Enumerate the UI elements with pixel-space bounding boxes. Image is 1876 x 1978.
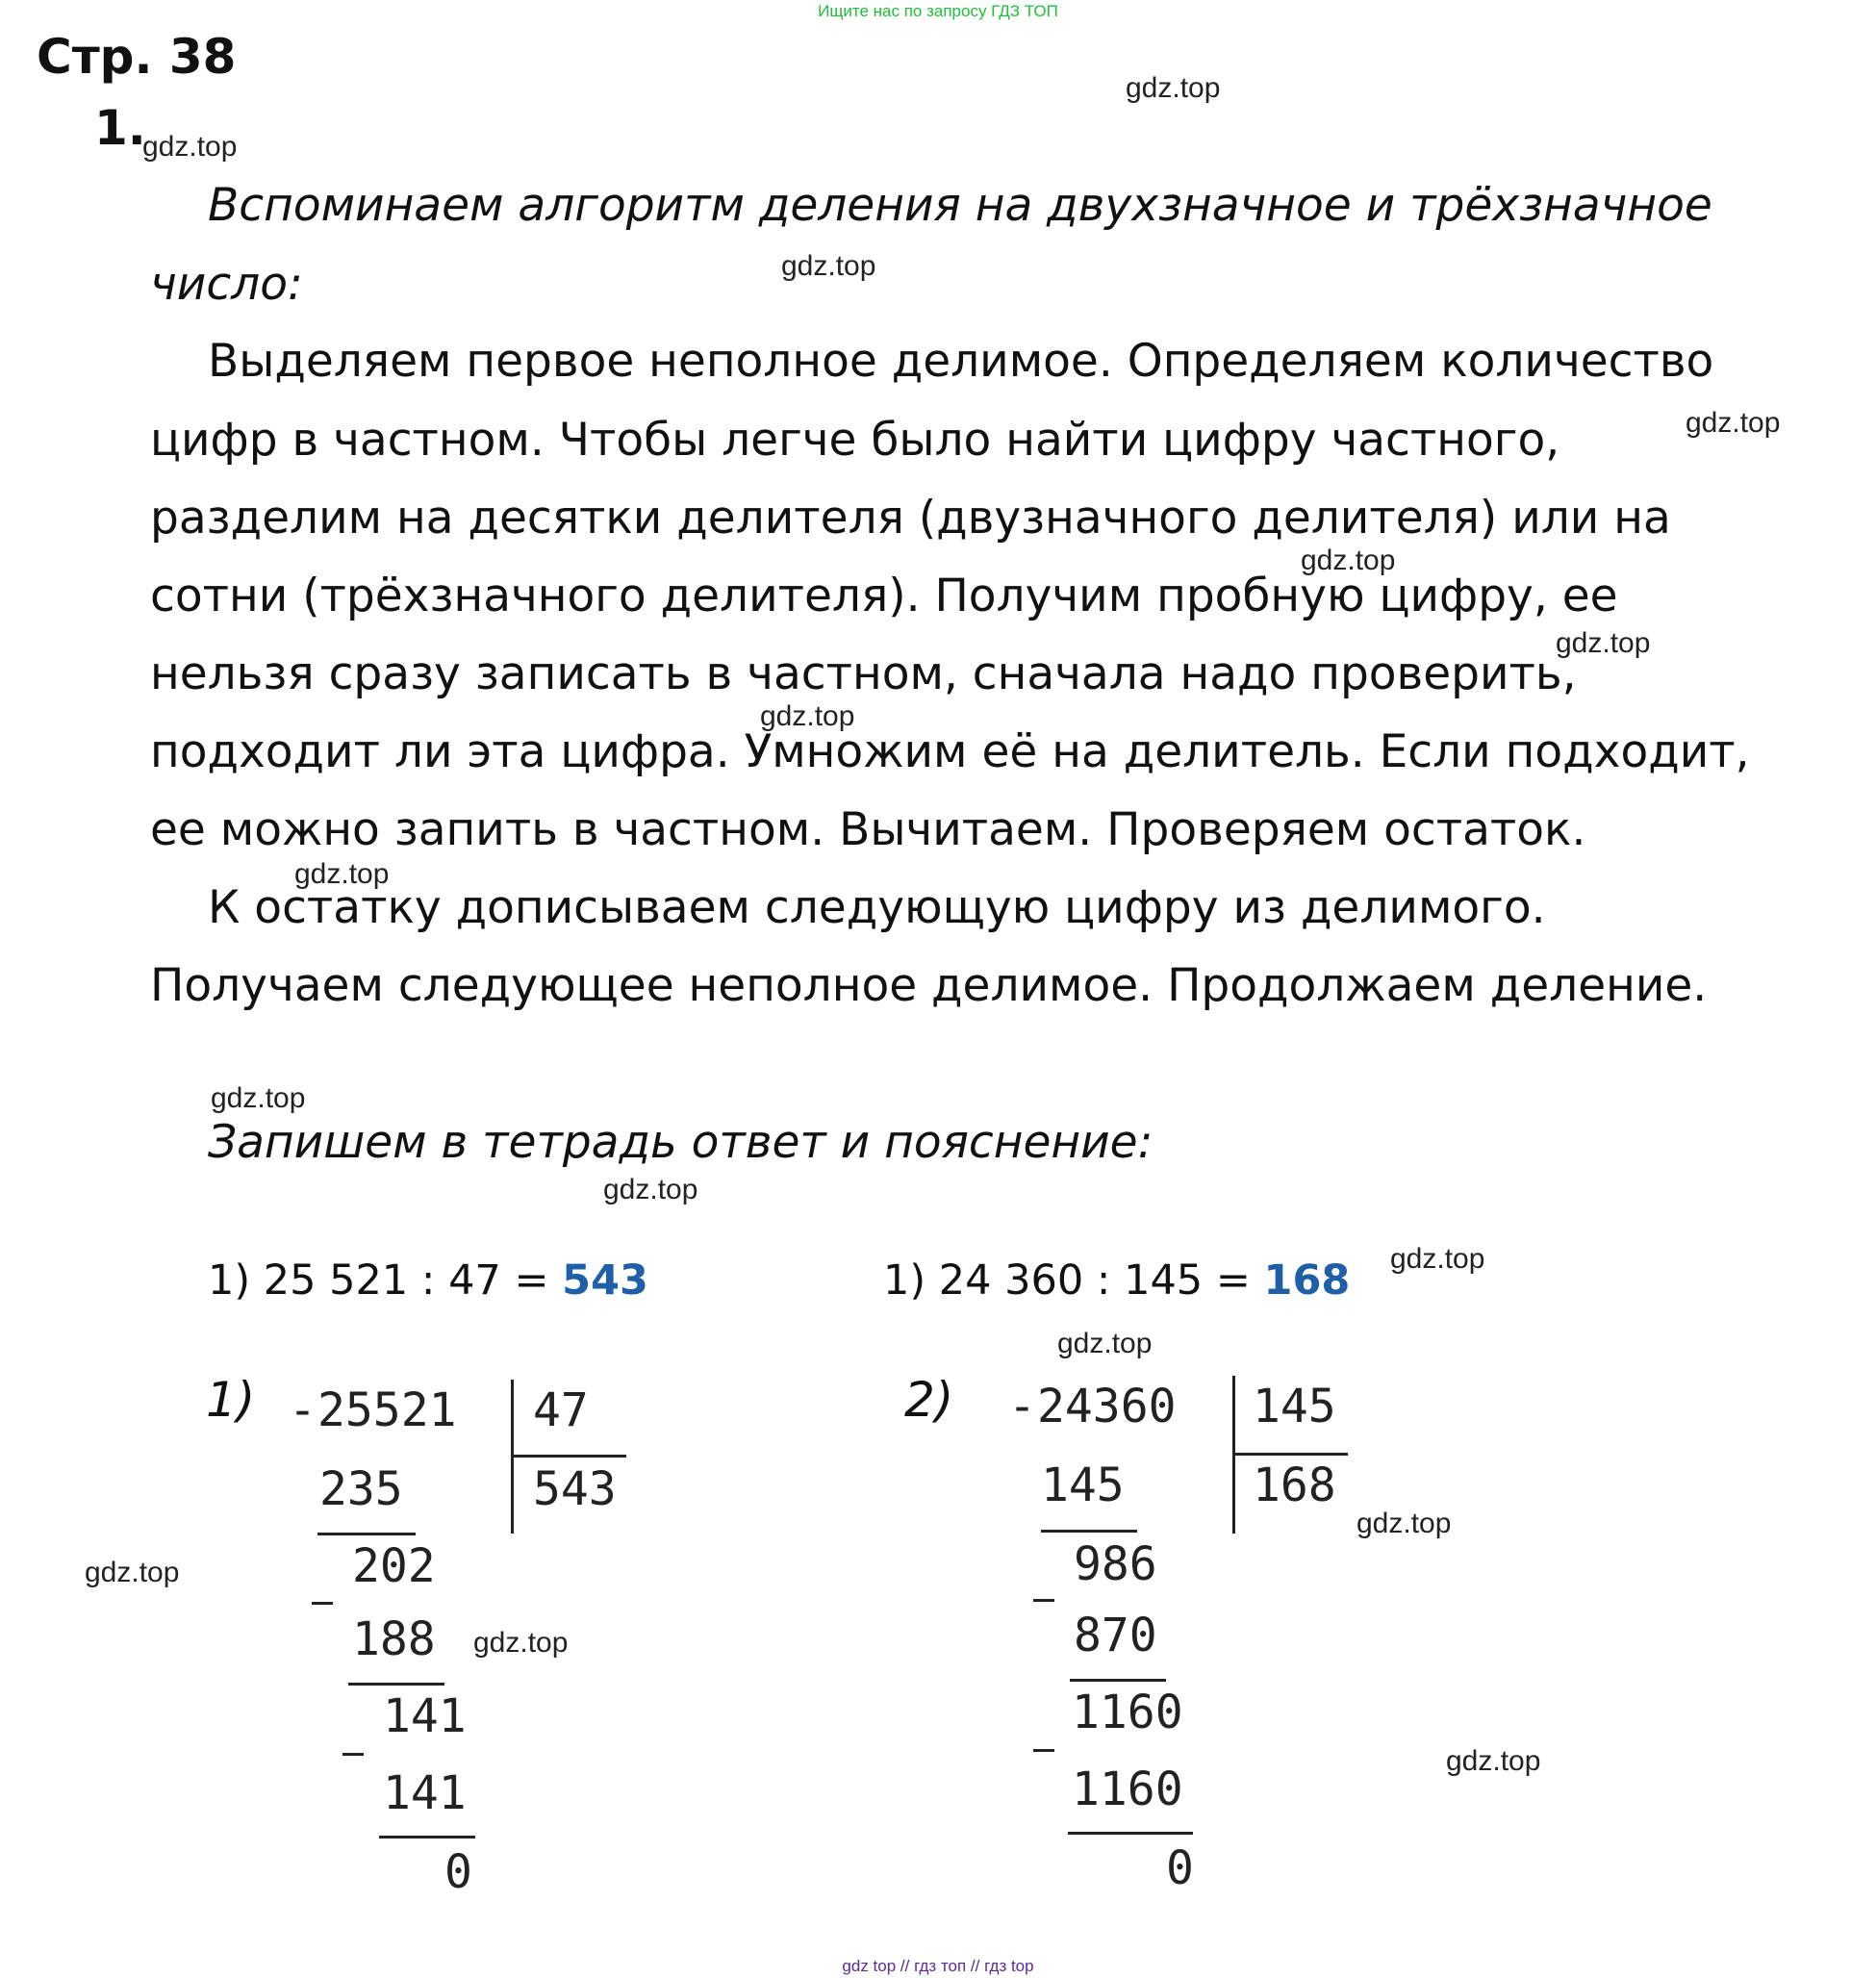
watermark: gdz.top — [473, 1627, 569, 1659]
body-line: сотни (трёхзначного делителя). Получим пробную цифру, ее — [150, 570, 1618, 622]
watermark: gdz.top — [294, 858, 390, 890]
body-line: нельзя сразу записать в частном, сначала надо проверить, — [150, 647, 1577, 700]
step-value: 1160 — [1072, 1762, 1183, 1816]
body-line: цифр в частном. Чтобы легче было найти цифру частного, — [150, 414, 1560, 467]
subtraction-line — [348, 1683, 444, 1686]
notebook-heading: Запишем в тетрадь ответ и пояснение: — [208, 1116, 1153, 1169]
subtraction-line — [1070, 1679, 1166, 1682]
body-line: подходит ли эта цифра. Умножим её на делитель. Если подходит, — [150, 725, 1750, 778]
minus-sign — [342, 1753, 364, 1756]
division-bracket-horizontal — [1232, 1453, 1348, 1456]
watermark: gdz.top — [781, 250, 876, 282]
step-value: 145 — [1041, 1458, 1125, 1512]
body-line: Получаем следующее неполное делимое. Продолжаем деление. — [150, 959, 1708, 1012]
subtraction-line — [1041, 1530, 1137, 1533]
division-label: 1) — [206, 1372, 256, 1428]
minus-sign — [1033, 1599, 1054, 1602]
step-value: 235 — [319, 1462, 403, 1516]
body-line: разделим на десятки делителя (двузначного делителя) или на — [150, 492, 1671, 545]
subtraction-line — [379, 1836, 475, 1839]
answer-value: 543 — [562, 1256, 648, 1305]
dividend: 24360 — [1037, 1380, 1177, 1433]
body-line: Выделяем первое неполное делимое. Определяем количество — [208, 335, 1714, 388]
remainder: 0 — [444, 1845, 472, 1899]
watermark: gdz.top — [1686, 407, 1781, 439]
remainder: 0 — [1166, 1841, 1194, 1895]
division-bracket-horizontal — [511, 1455, 626, 1458]
step-value: 870 — [1074, 1609, 1157, 1662]
watermark: gdz.top — [1446, 1745, 1541, 1777]
task-number: 1. — [94, 100, 146, 156]
minus-sign: - — [289, 1383, 317, 1437]
dividend: 25521 — [317, 1383, 457, 1437]
example-equation-1: 1) 25 521 : 47 = 543 — [208, 1256, 648, 1305]
footer-links[interactable]: gdz top // гдз топ // гдз top — [842, 1957, 1034, 1975]
subtraction-line — [1068, 1832, 1193, 1835]
page-title: Стр. 38 — [37, 29, 237, 85]
step-value: 141 — [383, 1766, 467, 1820]
step-value: 1160 — [1072, 1686, 1183, 1739]
minus-sign — [312, 1602, 333, 1605]
intro-line: Вспоминаем алгоритм деления на двухзначное и трёхзначное — [208, 179, 1712, 232]
step-value: 141 — [383, 1689, 467, 1743]
answer-value: 168 — [1263, 1256, 1351, 1305]
divisor: 47 — [533, 1383, 589, 1437]
watermark: gdz.top — [603, 1174, 698, 1205]
watermark: gdz.top — [211, 1082, 306, 1114]
example-equation-2: 1) 24 360 : 145 = 168 — [883, 1256, 1351, 1305]
body-line: К остатку дописываем следующую цифру из делимого. — [208, 881, 1546, 934]
watermark: gdz.top — [1126, 72, 1221, 104]
step-value: 202 — [352, 1539, 436, 1593]
quotient: 543 — [533, 1462, 617, 1516]
step-value: 986 — [1074, 1537, 1157, 1591]
intro-line: число: — [150, 258, 303, 311]
division-label: 2) — [904, 1372, 954, 1428]
quotient: 168 — [1253, 1458, 1336, 1512]
top-banner[interactable]: Ищите нас по запросу ГДЗ ТОП — [818, 2, 1058, 20]
watermark: gdz.top — [760, 700, 855, 732]
watermark: gdz.top — [1556, 627, 1651, 659]
step-value: 188 — [352, 1612, 436, 1666]
watermark: gdz.top — [142, 131, 238, 163]
subtraction-line — [317, 1533, 416, 1535]
watermark: gdz.top — [1301, 545, 1396, 576]
body-line: ее можно запить в частном. Вычитаем. Проверяем остаток. — [150, 803, 1586, 856]
divisor: 145 — [1253, 1380, 1336, 1433]
minus-sign — [1033, 1749, 1054, 1752]
watermark: gdz.top — [1390, 1243, 1485, 1275]
minus-sign: - — [1008, 1380, 1036, 1433]
watermark: gdz.top — [1356, 1508, 1452, 1539]
watermark: gdz.top — [85, 1557, 180, 1588]
watermark: gdz.top — [1057, 1328, 1153, 1359]
